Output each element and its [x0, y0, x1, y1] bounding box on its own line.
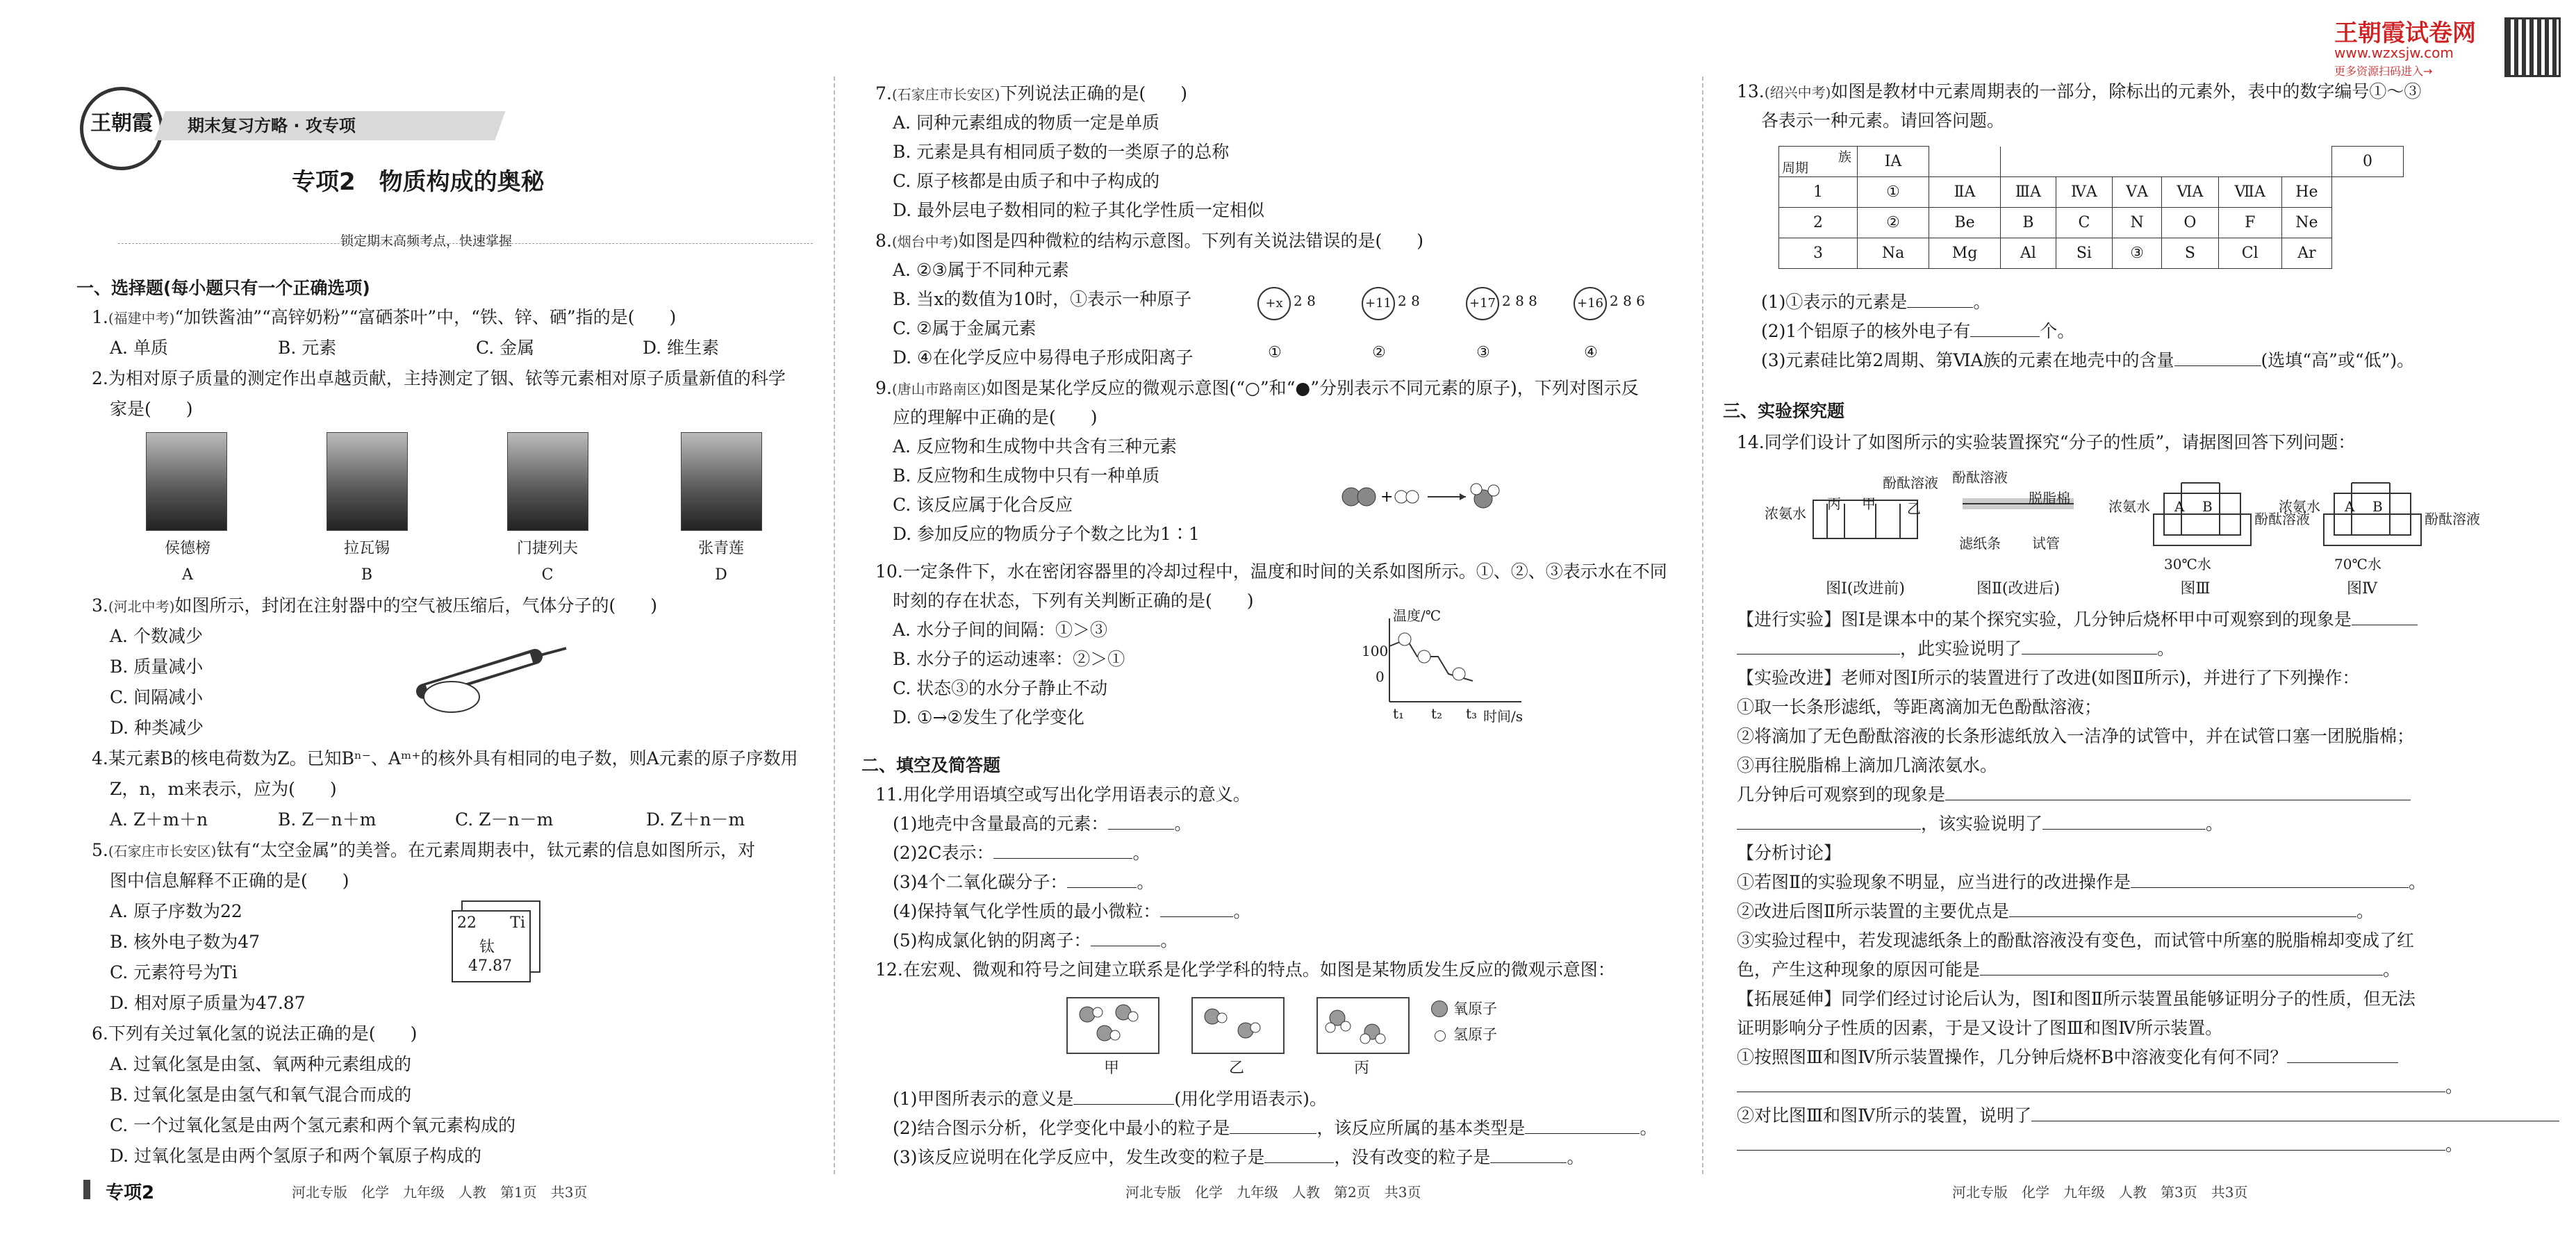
fig1-ammonia: 浓氨水: [1765, 505, 1806, 522]
ti-mass: 47.87: [468, 957, 512, 975]
q14-line-7: 几分钟后可观察到的现象是: [1737, 783, 2411, 807]
q10-stem-1: 10.一定条件下，水在密闭容器里的冷却过程中，温度和时间的关系如图所示。①、②、③表示水在不同: [875, 561, 1667, 582]
shells-3: 2 8 8: [1502, 293, 1537, 309]
q3-opt-b: B. 质量减小: [110, 657, 204, 677]
q12-label-yi: 乙: [1228, 1060, 1244, 1077]
legend-oxygen: 氧原子: [1453, 1001, 1497, 1017]
graph-ylabel: 温度/℃: [1393, 607, 1442, 624]
q4-stem-2: Z，n，m来表示，应为( ): [110, 779, 337, 799]
q14-line-17: 。: [1737, 1075, 2463, 1098]
fig4-ammonia: 浓氨水: [2279, 498, 2320, 515]
q12-label-jia: 甲: [1103, 1060, 1119, 1077]
pt-3-7: Cl: [2218, 238, 2281, 269]
pt-h: ①: [1858, 177, 1929, 208]
pt-2-8: Ne: [2281, 208, 2331, 238]
q14-line-18: ②对比图Ⅲ和图Ⅳ所示的装置，说明了: [1737, 1104, 2559, 1128]
pt-g17-head: ⅦA: [2218, 177, 2281, 208]
pt-2-5: N: [2112, 208, 2161, 238]
q11-blank-3[interactable]: [1067, 871, 1137, 888]
q12-label-bing: 丙: [1353, 1060, 1369, 1077]
fig3-a: A: [2174, 498, 2185, 515]
fig3-water: 30℃水: [2164, 556, 2211, 573]
graph-t3: t₃: [1466, 705, 1478, 722]
q5-stem-2: 图中信息解释不正确的是( ): [110, 871, 349, 891]
q14-stem: 14.同学们设计了如图所示的实验装置探究“分子的性质”，请据图回答下列问题：: [1737, 432, 2356, 452]
q8-opt-b: B. 当x的数值为10时，①表示一种原子: [893, 289, 1192, 309]
fig3-phenol: 酚酞溶液: [2254, 511, 2310, 527]
q11-item-1: (1)地壳中含量最高的元素： 。: [893, 814, 1192, 834]
q5-stem-1: 5.(石家庄市长安区)钛有“太空金属”的美誉。在元素周期表中，钛元素的信息如图所示，对: [92, 840, 756, 860]
q12-item-2: (2)结合图示分析，化学变化中最小的粒子是 ，该反应所属的基本类型是 。: [893, 1118, 1658, 1138]
q14-line-10: ①若图Ⅱ的实验现象不明显，应当进行的改进操作是 。: [1737, 872, 2427, 892]
fig4-phenol: 酚酞溶液: [2425, 511, 2480, 527]
ti-symbol: Ti: [510, 914, 525, 932]
q8-opt-a: A. ②③属于不同种元素: [893, 260, 1069, 280]
q3-opt-d: D. 种类减少: [110, 718, 204, 738]
particle-label-4: ④: [1584, 344, 1598, 361]
page-3: [1723, 0, 2487, 1243]
syringe-figure: [410, 643, 577, 719]
logo-text: 王朝霞: [90, 111, 153, 135]
pt-period-3: 3: [1779, 238, 1858, 269]
pt-g14-head: ⅣA: [2056, 177, 2112, 208]
particle-label-3: ③: [1476, 344, 1490, 361]
q5-opt-a: A. 原子序数为22: [110, 901, 242, 921]
q9-stem-2: 应的理解中正确的是( ): [893, 407, 1098, 427]
fig3-ammonia: 浓氨水: [2108, 498, 2150, 515]
ti-name: 钛: [479, 939, 495, 956]
fig-caption-4: 图Ⅳ: [2347, 580, 2377, 598]
q12-blank-4[interactable]: [1264, 1146, 1334, 1163]
pt-2-3: B: [2001, 208, 2056, 238]
graph-y0: 0: [1376, 668, 1385, 685]
q13-stem-1: 13.(绍兴中考)如图是教材中元素周期表的一部分，除标出的元素外，表中的数字编号①～③: [1737, 81, 2422, 101]
pt-he: He: [2281, 177, 2331, 208]
q2-stem-1: 2.为相对原子质量的测定作出卓越贡献，主持测定了铟、铱等元素相对原子质量新值的科学: [92, 368, 786, 388]
page-2: [861, 0, 1667, 1243]
pt-2-7: F: [2218, 208, 2281, 238]
pt-2-1: ②: [1858, 208, 1929, 238]
fig-caption-1: 图Ⅰ(改进前): [1826, 580, 1905, 598]
q10-opt-d: D. ①→②发生了化学变化: [893, 707, 1084, 727]
q8-opt-d: D. ④在化学反应中易得电子形成阳离子: [893, 347, 1194, 368]
fig1-bing: 丙: [1827, 495, 1841, 512]
q4-opt-b: B. Z－n＋m: [278, 809, 377, 830]
q11-stem: 11.用化学用语填空或写出化学用语表示的意义。: [875, 784, 1250, 805]
fig2-strip: 滤纸条: [1959, 535, 2001, 552]
q14-line-5: ②将滴加了无色酚酞溶液的长条形滤纸放入一洁净的试管中，并在试管口塞一团脱脂棉；: [1737, 726, 2415, 746]
q14-blank-9[interactable]: [1980, 958, 2383, 976]
q9-opt-a: A. 反应物和生成物中共含有三种元素: [893, 436, 1177, 456]
q14-blank-6[interactable]: [2042, 812, 2206, 830]
q13-blank-1[interactable]: [1907, 290, 1973, 308]
q9-opt-d: D. 参加反应的物质分子个数之比为1∶1: [893, 524, 1200, 544]
q11-item-3: (3)4个二氧化碳分子： 。: [893, 872, 1155, 892]
divider-2: [1702, 76, 1703, 1174]
pt-gap: [2001, 147, 2332, 177]
pt-g2: [1929, 147, 2001, 177]
q2-letter-a: A: [182, 566, 193, 584]
shells-4: 2 8 6: [1610, 293, 1645, 309]
q14-blank-8[interactable]: [2009, 900, 2356, 917]
apparatus-figures: [1765, 462, 2431, 584]
pt-2-4: C: [2056, 208, 2112, 238]
q14-line-11: ②改进后图Ⅱ所示装置的主要优点是 。: [1737, 901, 2375, 921]
pt-g0: 0: [2332, 147, 2404, 177]
q14-blank-1[interactable]: [2352, 608, 2418, 625]
q6-opt-b: B. 过氧化氢是由氢气和氧气混合而成的: [110, 1085, 412, 1105]
q12-item-1: (1)甲图所表示的意义是 (用化学用语表示)。: [893, 1089, 1327, 1109]
portrait-a: [146, 432, 227, 531]
periodic-table: [1778, 146, 2404, 269]
brand-block: [2334, 14, 2508, 80]
fig4-a: A: [2345, 498, 2355, 515]
fig1-phenol: 酚酞溶液: [1883, 475, 1938, 491]
pt-corner: 族 周期: [1779, 147, 1858, 177]
temp-graph: [1355, 604, 1535, 730]
q9-stem-1: 9.(唐山市路南区)如图是某化学反应的微观示意图(“○”和“●”分别表示不同元素的原子)，下列对图示反: [875, 378, 1639, 398]
q14-line-19: 。: [1737, 1133, 2463, 1157]
legend-hydrogen: 氢原子: [1453, 1026, 1497, 1043]
q5-opt-c: C. 元素符号为Ti: [110, 962, 238, 982]
fig2-tube: 试管: [2032, 535, 2060, 552]
q14-blank-3[interactable]: [2022, 637, 2157, 655]
q14-blank-13[interactable]: [1737, 1133, 2445, 1151]
legend-hydrogen-icon: [1435, 1030, 1446, 1042]
q13-blank-2[interactable]: [1970, 320, 2040, 337]
nucleus-4: +16: [1574, 287, 1607, 320]
page-title: 专项2 物质构成的奥秘: [292, 168, 545, 196]
shells-2: 2 8: [1398, 293, 1420, 309]
pt-2-6: O: [2162, 208, 2218, 238]
shells-1: 2 8: [1294, 293, 1316, 309]
fig2-cotton: 脱脂棉: [2029, 490, 2070, 507]
q4-opt-d: D. Z＋n－m: [646, 809, 745, 830]
q12-stem: 12.在宏观、微观和符号之间建立联系是化学学科的特点。如图是某物质发生反应的微观示意图：: [875, 960, 1615, 980]
q8-opt-c: C. ②属于金属元素: [893, 318, 1037, 338]
q2-letter-b: B: [361, 566, 373, 584]
q6-stem: 6.下列有关过氧化氢的说法正确的是( ): [92, 1023, 418, 1044]
element-cell-ti: [452, 910, 531, 982]
pt-g15-head: ⅤA: [2112, 177, 2161, 208]
q14-line-16: ①按照图Ⅲ和图Ⅳ所示装置操作，几分钟后烧杯B中溶液变化有何不同？: [1737, 1046, 2398, 1069]
q14-line-12: ③实验过程中，若发现滤纸条上的酚酞溶液没有变色，而试管中所塞的脱脂棉却变成了红: [1737, 930, 2415, 950]
page-1: [76, 0, 806, 1243]
section-1-heading: 一、选择题(每小题只有一个正确选项): [76, 278, 370, 298]
divider-1: [834, 76, 835, 1174]
graph-t2: t₂: [1431, 705, 1443, 722]
q5-opt-d: D. 相对原子质量为47.87: [110, 993, 306, 1013]
q12-blank-3[interactable]: [1525, 1117, 1640, 1134]
q7-opt-a: A. 同种元素组成的物质一定是单质: [893, 113, 1159, 133]
pt-3-3: Al: [2001, 238, 2056, 269]
q2-name-b: 拉瓦锡: [343, 540, 390, 557]
graph-y100: 100: [1362, 643, 1389, 659]
fig-caption-2: 图Ⅱ(改进后): [1976, 580, 2061, 598]
fig1-jia: 甲: [1862, 495, 1876, 512]
q4-opt-a: A. Z＋m＋n: [110, 809, 208, 830]
q10-stem-2: 时刻的存在状态，下列有关判断正确的是( ): [893, 591, 1254, 611]
q14-line-3: 【实验改进】老师对图Ⅰ所示的装置进行了改进(如图Ⅱ所示)，并进行了下列操作：: [1737, 668, 2360, 688]
q7-opt-b: B. 元素是具有相同质子数的一类原子的总称: [893, 142, 1230, 162]
particle-label-1: ①: [1268, 344, 1282, 361]
q2-letter-d: D: [715, 566, 727, 584]
q2-letter-c: C: [541, 566, 554, 584]
fig-caption-3: 图Ⅲ: [2180, 580, 2211, 598]
pt-3-5: ③: [2112, 238, 2161, 269]
q13-item-3: (3)元素硅比第2周期、第ⅥA族的元素在地壳中的含量 (选填“高”或“低”)。: [1761, 350, 2415, 370]
q11-blank-4[interactable]: [1160, 900, 1233, 917]
q3-opt-a: A. 个数减少: [110, 626, 203, 646]
particle-2: [1362, 281, 1438, 330]
particle-label-2: ②: [1372, 344, 1386, 361]
brand-tagline: 更多资源扫码进入→: [2334, 65, 2433, 78]
section-2-heading: 二、填空及简答题: [861, 755, 1001, 775]
q9-opt-b: B. 反应物和生成物中只有一种单质: [893, 466, 1160, 486]
pt-g13-head: ⅢA: [2001, 177, 2056, 208]
q11-item-4: (4)保持氧气化学性质的最小微粒： 。: [893, 901, 1251, 921]
q9-opt-c: C. 该反应属于化合反应: [893, 495, 1073, 515]
pt-3-1: Na: [1858, 238, 1929, 269]
pt-2-2: Be: [1929, 208, 2001, 238]
q14-blank-10[interactable]: [2287, 1046, 2398, 1063]
q12-blank-2[interactable]: [1230, 1117, 1316, 1134]
q10-opt-b: B. 水分子的运动速率：②＞①: [893, 649, 1125, 669]
q14-line-13: 色，产生这种现象的原因可能是 。: [1737, 960, 2401, 980]
reaction-diagram: [1337, 479, 1511, 514]
pt-3-8: Ar: [2281, 238, 2331, 269]
q11-item-5: (5)构成氯化钠的阴离子： 。: [893, 930, 1178, 950]
q13-blank-3[interactable]: [2174, 349, 2261, 366]
pt-period-2: 2: [1779, 208, 1858, 238]
pt-3-4: Si: [2056, 238, 2112, 269]
nucleus-3: +17: [1466, 287, 1499, 320]
q11-blank-2[interactable]: [993, 841, 1132, 859]
particle-1: [1257, 281, 1334, 330]
q14-line-4: ①取一长条形滤纸，等距离滴加无色酚酞溶液；: [1737, 697, 2102, 717]
page-subtitle: 锁定期末高频考点，快速掌握: [340, 233, 513, 249]
q6-opt-d: D. 过氧化氢是由两个氢原子和两个氧原子构成的: [110, 1146, 482, 1166]
header-banner-text: 期末复习方略 · 攻专项: [188, 116, 356, 135]
q14-line-6: ③再往脱脂棉上滴加几滴浓氨水。: [1737, 755, 1998, 775]
q7-opt-c: C. 原子核都是由质子和中子构成的: [893, 171, 1160, 191]
fig4-water: 70℃水: [2334, 556, 2381, 573]
fig3-b: B: [2202, 498, 2213, 515]
q14-line-15: 证明影响分子性质的因素，于是又设计了图Ⅲ和图Ⅳ所示装置。: [1737, 1018, 2223, 1038]
pt-3-2: Mg: [1929, 238, 2001, 269]
q4-opt-c: C. Z－n－m: [455, 809, 554, 830]
section-3-heading: 三、实验探究题: [1723, 401, 1845, 421]
q2-stem-2: 家是( ): [110, 399, 193, 419]
q1-opt-d: D. 维生素: [643, 338, 720, 358]
q6-opt-c: C. 一个过氧化氢是由两个氢元素和两个氧元素构成的: [110, 1115, 516, 1135]
portrait-d: [681, 432, 762, 531]
portrait-b: [327, 432, 408, 531]
q13-item-1: (1)①表示的元素是 。: [1761, 292, 1991, 312]
pt-g1: ⅠA: [1858, 147, 1929, 177]
q14-blank-5[interactable]: [1737, 812, 1921, 830]
q2-name-c: 门捷列夫: [516, 540, 578, 557]
brand-name: 王朝霞试卷网: [2334, 19, 2476, 47]
qr-code[interactable]: [2504, 17, 2561, 77]
q7-stem: 7.(石家庄市长安区)下列说法正确的是( ): [875, 83, 1187, 104]
nucleus-2: +11: [1362, 287, 1395, 320]
q14-line-8: ，该实验说明了 。: [1737, 812, 2223, 836]
q2-name-a: 侯德榜: [164, 540, 210, 557]
q12-blank-5[interactable]: [1490, 1146, 1567, 1163]
q14-line-14: 【拓展延伸】同学们经过讨论后认为，图Ⅰ和图Ⅱ所示装置虽能够证明分子的性质，但无法: [1737, 989, 2416, 1009]
graph-t1: t₁: [1393, 705, 1405, 722]
q14-blank-11[interactable]: [1737, 1075, 2445, 1092]
ti-number: 22: [457, 914, 477, 932]
footer-tag: 专项2: [106, 1183, 155, 1203]
q11-item-2: (2)2C表示： 。: [893, 843, 1150, 863]
q7-opt-d: D. 最外层电子数相同的粒子其化学性质一定相似: [893, 200, 1265, 220]
q14-line-9: 【分析讨论】: [1737, 843, 1842, 863]
pt-g16-head: ⅥA: [2162, 177, 2218, 208]
q14-blank-7[interactable]: [2131, 871, 2409, 888]
q1-opt-c: C. 金属: [476, 338, 535, 358]
fig2-phenol: 酚酞溶液: [1952, 469, 2008, 486]
legend-oxygen-icon: [1431, 1001, 1448, 1017]
q11-blank-1[interactable]: [1108, 812, 1174, 830]
footer-3: 河北专版 化学 九年级 人教 第3页 共3页: [1952, 1184, 2248, 1201]
footer-1: 河北专版 化学 九年级 人教 第1页 共3页: [292, 1184, 588, 1201]
q4-stem-1: 4.某元素B的核电荷数为Z。已知Bⁿ⁻、Aᵐ⁺的核外具有相同的电子数，则A元素的原子序数用: [92, 748, 798, 768]
svg-text:+: +: [1380, 488, 1394, 506]
portrait-c: [507, 432, 588, 531]
q10-opt-a: A. 水分子间的间隔：①＞③: [893, 620, 1107, 640]
particle-4: [1574, 281, 1664, 330]
q14-line-1: 【进行实验】图Ⅰ是课本中的某个探究实验，几分钟后烧杯甲中可观察到的现象是: [1737, 608, 2418, 632]
q11-blank-5[interactable]: [1091, 929, 1160, 946]
q13-item-2: (2)1个铝原子的核外电子有 个。: [1761, 321, 2075, 341]
pt-g2-head: ⅡA: [1929, 177, 2001, 208]
fig1-yi: 乙: [1907, 500, 1921, 517]
q1-opt-a: A. 单质: [110, 338, 168, 358]
subtitle-rule: [118, 243, 813, 244]
q14-blank-12[interactable]: [2031, 1104, 2559, 1121]
pt-3-6: S: [2162, 238, 2218, 269]
brand-url: www.wzxsjw.com: [2334, 44, 2454, 61]
particle-3: [1466, 281, 1556, 330]
q12-blank-1[interactable]: [1073, 1087, 1174, 1105]
fig4-b: B: [2372, 498, 2383, 515]
q5-opt-b: B. 核外电子数为47: [110, 932, 261, 952]
q2-name-d: 张青莲: [697, 540, 744, 557]
pt-period-1: 1: [1779, 177, 1858, 208]
q14-blank-2[interactable]: [1737, 637, 1900, 655]
q6-opt-a: A. 过氧化氢是由氢、氧两种元素组成的: [110, 1054, 411, 1074]
brand-logo: [80, 87, 163, 170]
q12-item-3: (3)该反应说明在化学反应中，发生改变的粒子是 ，没有改变的粒子是 。: [893, 1147, 1585, 1167]
footer-2: 河北专版 化学 九年级 人教 第2页 共3页: [1125, 1184, 1421, 1201]
q3-opt-c: C. 间隔减小: [110, 687, 204, 707]
q1-stem: 1.(福建中考)“加铁酱油”“高锌奶粉”“富硒茶叶”中，“铁、锌、硒”指的是( ): [92, 307, 677, 327]
q1-opt-b: B. 元素: [278, 338, 337, 358]
q8-stem: 8.(烟台中考)如图是四种微粒的结构示意图。下列有关说法错误的是( ): [875, 231, 1423, 251]
q3-stem: 3.(河北中考)如图所示，封闭在注射器中的空气被压缩后，气体分子的( ): [92, 595, 657, 616]
q14-blank-4[interactable]: [1945, 783, 2411, 800]
graph-xlabel: 时间/s: [1483, 708, 1524, 725]
footer-tag-bar: [83, 1180, 90, 1199]
q14-line-2: ，此实验说明了 。: [1737, 637, 2174, 661]
q10-opt-c: C. 状态③的水分子静止不动: [893, 678, 1108, 698]
q12-molecules: [1066, 997, 1414, 1053]
nucleus-1: +x: [1257, 287, 1291, 320]
q13-stem-2: 各表示一种元素。请回答问题。: [1761, 110, 2005, 131]
